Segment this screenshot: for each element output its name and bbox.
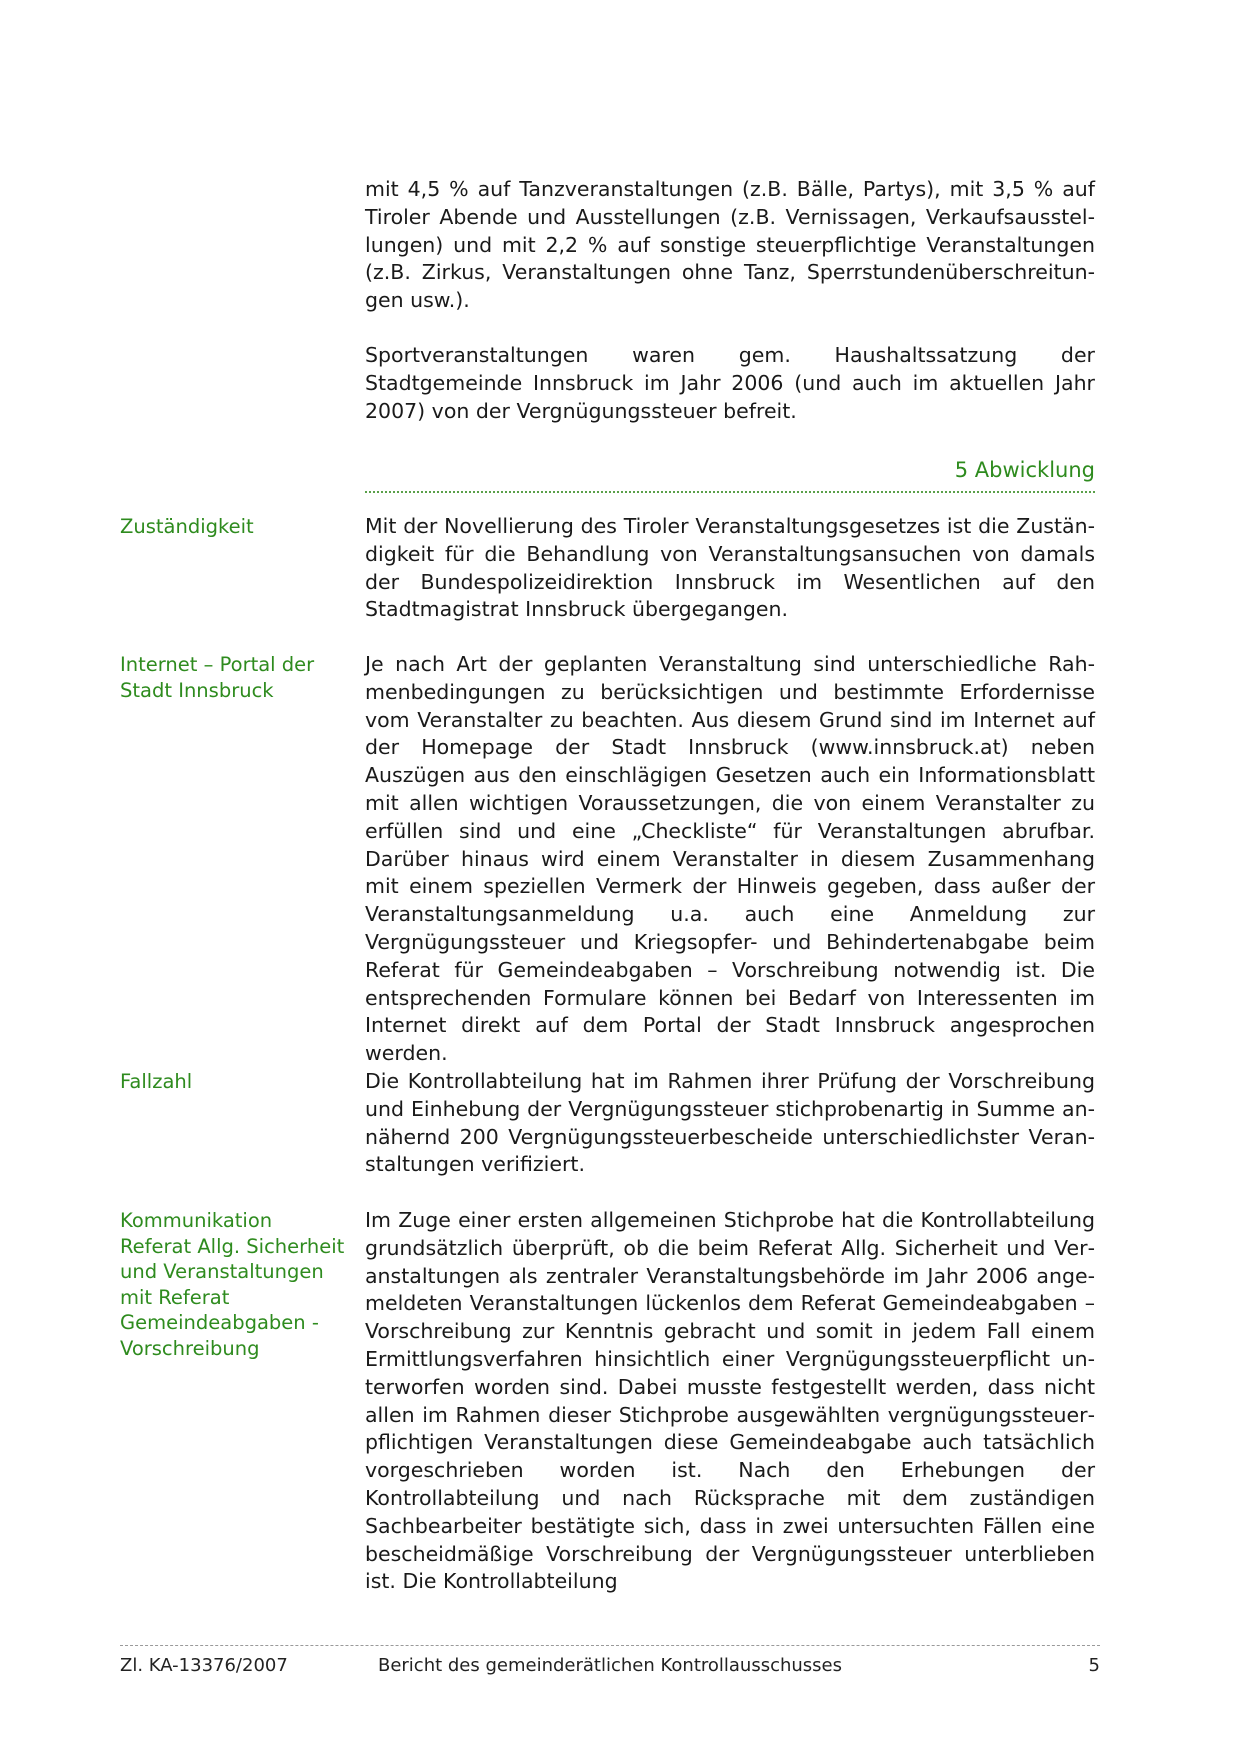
margin-label-fallzahl: Fallzahl [120,1070,193,1093]
paragraph-zustaendigkeit: Mit der Novellierung des Tiroler Veranstaltungsgesetzes ist die Zuständigkeit für die Behandlung von Veranstaltungsansuchen von damals der Bundespolizeidirektion Innsbruck im Wesentlichen auf den Stadtmagistrat Innsbruck übergegangen. [365,514,1095,622]
paragraph-fallzahl: Die Kontrollabteilung hat im Rahmen ihrer Prüfung der Vorschreibung und Einhebung der Vergnügungssteuer stichprobenartig in Summe annähernd 200 Vergnügungssteuerbescheide unterschiedlichster Veranstaltungen verifiziert. [365,1069,1095,1177]
margin-label-zustaendigkeit: Zuständigkeit [120,515,254,538]
section-heading: 5 Abwicklung [365,455,1095,493]
paragraph-sport-exempt: Sportveranstaltungen waren gem. Haushaltssatzung der Stadtgemeinde Innsbruck im Jahr 2006 (und auch im aktuellen Jahr 2007) von der Vergnügungssteuer befreit. [365,343,1095,423]
footer-reference: Zl. KA-13376/2007 [120,1655,288,1676]
margin-label-internet: Internet – Portal der Stadt Innsbruck [120,653,315,702]
footer-title: Bericht des gemeinderätlichen Kontrollausschusses [377,1655,843,1676]
paragraph-internet: Je nach Art der geplanten Veranstaltung sind unterschiedliche Rahmenbedingungen zu berücksichtigen und bestimmte Erfordernisse vom Veranstalter zu beachten. Aus diesem Grund sind im Internet auf der Homepage der Stadt Innsbruck (www.innsbruck.at) neben Auszügen aus den einschlägigen Gesetzen auch ein Informationsblatt mit allen wichtigen Voraussetzungen, die von einem Veranstalter zu erfüllen sind und eine „Checkliste“ für Veranstaltungen abrufbar. Darüber hinaus wird einem Veranstalter in diesem Zusammenhang mit einem speziellen Vermerk der Hinweis gegeben, dass außer der Veranstaltungsanmeldung u.a. auch eine Anmeldung zur Vergnügungssteuer und Kriegsopfer- und Behindertenabgabe beim Referat für Gemeindeabgaben – Vorschreibung notwendig ist. Die entsprechenden Formulare können bei Bedarf von Interessenten im Internet direkt auf dem Portal der Stadt Innsbruck angesprochen werden. [365,652,1095,1066]
footer-page-number: 5 [1088,1655,1100,1676]
page-footer [120,1653,1100,1679]
footer-divider [120,1645,1100,1646]
margin-label-kommunikation: Kommunikation Referat Allg. Sicherheit und Veranstaltungen mit Referat Gemeindeabgaben - Vorschreibung [120,1209,345,1360]
paragraph-tax-rates: mit 4,5 % auf Tanzveranstaltungen (z.B. Bälle, Partys), mit 3,5 % auf Tiroler Abende und Ausstellungen (z.B. Vernissagen, Verkaufsausstellungen) und mit 2,2 % auf sonstige steuerpflichtige Veranstaltungen (z.B. Zirkus, Veranstaltungen ohne Tanz, Sperrstundenüberschreitungen usw.). [365,177,1095,313]
paragraph-kommunikation: Im Zuge einer ersten allgemeinen Stichprobe hat die Kontrollabteilung grundsätzlich überprüft, ob die beim Referat Allg. Sicherheit und Veranstaltungen als zentraler Veranstaltungsbehörde im Jahr 2006 angemeldeten Veranstaltungen lückenlos dem Referat Gemeindeabgaben – Vorschreibung zur Kenntnis gebracht und somit in jedem Fall einem Ermittlungsverfahren hinsichtlich einer Vergnügungssteuerpflicht unterworfen worden sind. Dabei musste festgestellt werden, dass nicht allen im Rahmen dieser Stichprobe ausgewählten vergnügungssteuerpflichtigen Veranstaltungen diese Gemeindeabgabe auch tatsächlich vorgeschrieben worden ist. Nach den Erhebungen der Kontrollabteilung und nach Rücksprache mit dem zuständigen Sachbearbeiter bestätigte sich, dass in zwei untersuchten Fällen eine bescheidmäßige Vorschreibung der Vergnügungssteuer unterblieben ist. Die Kontrollabteilung [365,1208,1095,1594]
